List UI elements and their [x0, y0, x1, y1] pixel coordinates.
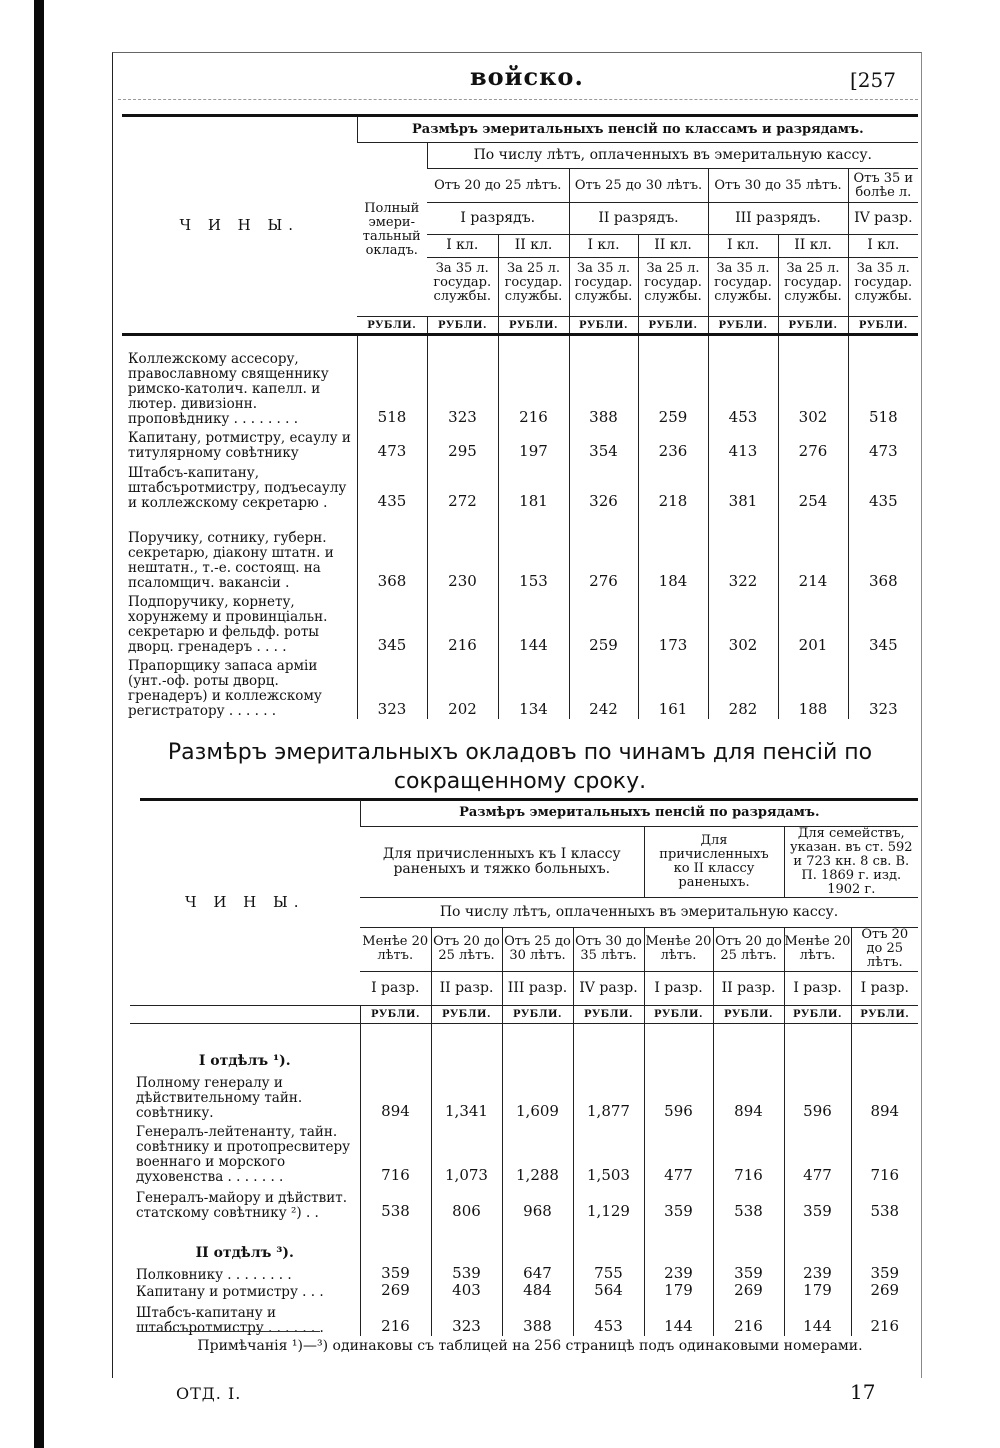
section-row — [130, 1023, 918, 1071]
blank-cell — [713, 1221, 784, 1263]
blank-cell — [851, 1023, 918, 1071]
value-cell: 272 — [427, 461, 498, 511]
grade-header: IV разр. — [848, 203, 918, 235]
service-label: За 25 л. государ. службы. — [784, 261, 842, 304]
value-cell: 197 — [498, 427, 569, 461]
value-cell: 359 — [851, 1263, 918, 1283]
value-cell: 403 — [431, 1283, 502, 1300]
value-cell: 477 — [784, 1121, 851, 1185]
ranks-header: Ч И Н Ы. — [179, 215, 300, 234]
service-label: За 35 л. государ. службы. — [854, 261, 913, 304]
value-cell: 359 — [784, 1185, 851, 1221]
value-cell: 179 — [644, 1283, 713, 1300]
table-row — [122, 511, 918, 591]
value-cell: 216 — [427, 591, 498, 655]
value-cell: 354 — [569, 427, 638, 461]
note-rule — [140, 1331, 320, 1332]
blank-cell — [360, 1023, 431, 1071]
value-cell: 359 — [713, 1263, 784, 1283]
blank-cell — [502, 1221, 573, 1263]
unit-label: РУБЛИ. — [713, 1005, 784, 1023]
group-header: Для причисленныхъ къ I классу раненыхъ и тяжко больныхъ. — [360, 826, 644, 897]
rank-name: Капитану и ротмистру . . . — [136, 1284, 324, 1300]
value-cell: 894 — [713, 1071, 784, 1121]
value-cell: 1,341 — [431, 1071, 502, 1121]
table-row — [122, 655, 918, 719]
value-cell: 173 — [638, 591, 708, 655]
class-label: I кл. — [849, 235, 919, 258]
value-cell: 453 — [573, 1300, 644, 1336]
value-cell: 564 — [573, 1283, 644, 1300]
value-cell: 323 — [427, 335, 498, 427]
value-cell: 381 — [708, 461, 778, 511]
value-cell: 1,288 — [502, 1121, 573, 1185]
unit-label: РУБЛИ. — [708, 317, 778, 335]
period-header: Отъ 25 до 30 лѣтъ. — [502, 927, 573, 971]
unit-label: РУБЛИ. — [569, 317, 638, 335]
value-cell: 806 — [431, 1185, 502, 1221]
period-header: Отъ 20 до 25 лѣтъ. — [851, 927, 918, 971]
period-header: Отъ 30 до 35 лѣтъ. — [573, 927, 644, 971]
value-cell: 388 — [569, 335, 638, 427]
rank-name: Полному генералу и дѣйствительному тайн. совѣтнику. — [136, 1075, 303, 1121]
class-header — [498, 235, 569, 317]
value-cell: 413 — [708, 427, 778, 461]
service-label: За 25 л. государ. службы. — [644, 261, 702, 304]
value-cell: 345 — [848, 591, 918, 655]
value-cell: 184 — [638, 511, 708, 591]
unit-label: РУБЛИ. — [638, 317, 708, 335]
blank-cell — [713, 1023, 784, 1071]
blank-cell — [573, 1023, 644, 1071]
class-label: II кл. — [499, 235, 569, 258]
main-header: Размѣръ эмеритальныхъ пенсій по классамъ и разрядамъ. — [357, 116, 918, 143]
blank-cell — [784, 1221, 851, 1263]
footer-sheet-number: 17 — [850, 1380, 876, 1404]
blank-cell — [502, 1023, 573, 1071]
grade-header: I разр. — [851, 971, 918, 1005]
page-title: войско. — [470, 62, 584, 91]
value-cell: 302 — [708, 591, 778, 655]
class-header — [778, 235, 848, 317]
value-cell: 894 — [360, 1071, 431, 1121]
grade-header: I разр. — [784, 971, 851, 1005]
rank-name: Подпоручику, корнету, хорунжему и провинціальн. секретарю и фельдф. роты дворц. гренадеръ . . . . — [128, 593, 328, 655]
section-row — [130, 1221, 918, 1263]
page-number: [257 — [850, 68, 896, 92]
unit-label: РУБЛИ. — [502, 1005, 573, 1023]
class-header — [708, 235, 778, 317]
value-cell: 473 — [357, 427, 427, 461]
period-header: Отъ 35 и болѣе л. — [848, 169, 918, 203]
value-cell: 368 — [848, 511, 918, 591]
value-cell: 323 — [431, 1300, 502, 1336]
value-cell: 388 — [502, 1300, 573, 1336]
table-row — [122, 427, 918, 461]
table-row — [122, 461, 918, 511]
blank-cell — [644, 1023, 713, 1071]
grade-header: I разр. — [644, 971, 713, 1005]
class-header — [569, 235, 638, 317]
rank-name: Штабсъ-капитану и штабсъротмистру . . . . . . . — [136, 1305, 324, 1336]
value-cell: 153 — [498, 511, 569, 591]
rank-name: Поручику, сотнику, губерн. секретарю, діакону штатн. и нештатн., т.-е. состоящ. на псаломщич. вакансіи . — [128, 529, 334, 591]
ranks-header: Ч И Н Ы. — [184, 892, 305, 911]
footnote: Примѣчанія ¹)—³) одинаковы съ таблицей на 256 страницѣ подъ одинаковыми номерами. — [197, 1338, 863, 1354]
period-header: Менѣе 20 лѣтъ. — [784, 927, 851, 971]
blank-cell — [360, 1221, 431, 1263]
unit-label: РУБЛИ. — [851, 1005, 918, 1023]
class-label: I кл. — [709, 235, 778, 258]
class-header — [427, 235, 498, 317]
value-cell: 473 — [848, 427, 918, 461]
value-cell: 216 — [498, 335, 569, 427]
value-cell: 239 — [784, 1263, 851, 1283]
blank-cell — [130, 1005, 360, 1023]
group-header: Для причисленныхъ ко II классу раненыхъ. — [644, 826, 784, 897]
grade-header: I разр. — [371, 979, 420, 996]
value-cell: 269 — [713, 1283, 784, 1300]
value-cell: 326 — [569, 461, 638, 511]
blank-cell — [851, 1221, 918, 1263]
value-cell: 254 — [778, 461, 848, 511]
period-header: Менѣе 20 лѣтъ. — [360, 927, 431, 971]
value-cell: 236 — [638, 427, 708, 461]
period-header: Отъ 30 до 35 лѣтъ. — [708, 169, 848, 203]
value-cell: 302 — [778, 335, 848, 427]
value-cell: 323 — [357, 655, 427, 719]
footer-section: ОТД. I. — [176, 1384, 242, 1403]
class-header — [848, 235, 918, 317]
value-cell: 214 — [778, 511, 848, 591]
value-cell: 230 — [427, 511, 498, 591]
table-pension-by-class — [122, 114, 918, 719]
period-header: Менѣе 20 лѣтъ. — [644, 927, 713, 971]
value-cell: 202 — [427, 655, 498, 719]
value-cell: 538 — [360, 1185, 431, 1221]
service-label: За 35 л. государ. службы. — [714, 261, 772, 304]
value-cell: 716 — [360, 1121, 431, 1185]
value-cell: 134 — [498, 655, 569, 719]
grade-header: II разр. — [431, 971, 502, 1005]
grade-header: IV разр. — [573, 971, 644, 1005]
value-cell: 1,129 — [573, 1185, 644, 1221]
class-label: II кл. — [639, 235, 708, 258]
rank-name: Полковнику . . . . . . . . — [136, 1267, 292, 1283]
value-cell: 1,877 — [573, 1071, 644, 1121]
value-cell: 216 — [360, 1300, 431, 1336]
value-cell: 216 — [713, 1300, 784, 1336]
grade-header: II разр. — [713, 971, 784, 1005]
rank-name: Генералъ-лейтенанту, тайн. совѣтнику и протопресвитеру военнаго и морского духовенства . . . . . . . — [136, 1124, 351, 1185]
period-header: Отъ 20 до 25 лѣтъ. — [427, 169, 569, 203]
value-cell: 179 — [784, 1283, 851, 1300]
service-label: За 35 л. государ. службы. — [433, 261, 492, 304]
value-cell: 596 — [784, 1071, 851, 1121]
main-header: Размѣръ эмеритальныхъ пенсій по разрядамъ. — [360, 800, 918, 826]
group-header: Для семействъ, указан. въ ст. 592 и 723 кн. 8 св. В. П. 1869 г. изд. 1902 г. — [784, 826, 918, 897]
value-cell: 218 — [638, 461, 708, 511]
value-cell: 144 — [644, 1300, 713, 1336]
class-label: I кл. — [427, 235, 498, 258]
unit-label: РУБЛИ. — [784, 1005, 851, 1023]
blank-cell — [431, 1221, 502, 1263]
years-header: По числу лѣтъ, оплаченныхъ въ эмеритальную кассу. — [360, 897, 918, 927]
blank-cell — [431, 1023, 502, 1071]
unit-label: РУБЛИ. — [367, 319, 417, 331]
value-cell: 596 — [644, 1071, 713, 1121]
table-pension-short-term — [130, 800, 918, 1336]
rank-name: Прапорщику запаса арміи (унт.-оф. роты дворц. гренадеръ) и коллежскому регистратору . . . . . . — [128, 657, 322, 719]
value-cell: 477 — [644, 1121, 713, 1185]
table-row — [122, 591, 918, 655]
value-cell: 345 — [357, 591, 427, 655]
blank-cell — [573, 1221, 644, 1263]
section-title: Размѣръ эмеритальныхъ окладовъ по чинамъ для пенсій по сокращенному сроку. — [167, 740, 873, 794]
value-cell: 435 — [357, 461, 427, 511]
value-cell: 282 — [708, 655, 778, 719]
value-cell: 755 — [573, 1263, 644, 1283]
value-cell: 322 — [708, 511, 778, 591]
service-label: За 25 л. государ. службы. — [504, 261, 563, 304]
grade-header: II разрядъ. — [569, 203, 708, 235]
blank-cell — [784, 1023, 851, 1071]
full-salary-header: Полный эмери- тальный окладъ. — [362, 200, 421, 258]
section-label: II отдѣлъ ³). — [195, 1245, 294, 1261]
value-cell: 359 — [360, 1263, 431, 1283]
years-header: По числу лѣтъ, оплаченныхъ въ эмеритальную кассу. — [427, 143, 918, 169]
value-cell: 269 — [360, 1283, 431, 1300]
period-header: Отъ 20 до 25 лѣтъ. — [713, 927, 784, 971]
value-cell: 1,503 — [573, 1121, 644, 1185]
class-label: II кл. — [779, 235, 848, 258]
value-cell: 276 — [778, 427, 848, 461]
period-header: Отъ 25 до 30 лѣтъ. — [569, 169, 708, 203]
value-cell: 716 — [851, 1121, 918, 1185]
value-cell: 518 — [848, 335, 918, 427]
value-cell: 188 — [778, 655, 848, 719]
unit-label: РУБЛИ. — [848, 317, 918, 335]
rank-name: Штабсъ-капитану, штабсъротмистру, подъесаулу и коллежскому секретарю . — [128, 464, 347, 511]
value-cell: 647 — [502, 1263, 573, 1283]
value-cell: 201 — [778, 591, 848, 655]
value-cell: 144 — [784, 1300, 851, 1336]
grade-header: I разрядъ. — [427, 203, 569, 235]
grade-header: III разр. — [502, 971, 573, 1005]
value-cell: 453 — [708, 335, 778, 427]
class-label: I кл. — [570, 235, 638, 258]
value-cell: 1,073 — [431, 1121, 502, 1185]
value-cell: 894 — [851, 1071, 918, 1121]
value-cell: 161 — [638, 655, 708, 719]
value-cell: 538 — [851, 1185, 918, 1221]
unit-label: РУБЛИ. — [431, 1005, 502, 1023]
period-header: Отъ 20 до 25 лѣтъ. — [431, 927, 502, 971]
value-cell: 323 — [848, 655, 918, 719]
value-cell: 1,609 — [502, 1071, 573, 1121]
value-cell: 359 — [644, 1185, 713, 1221]
table-row — [122, 335, 918, 427]
rank-name: Коллежскому ассесору, православному священнику римско-католич. капелл. и лютер. дивизіонн. проповѣднику . . . . . . . . — [128, 350, 329, 427]
service-label: За 35 л. государ. службы. — [574, 261, 633, 304]
value-cell: 538 — [713, 1185, 784, 1221]
blank-cell — [644, 1221, 713, 1263]
table-row — [130, 1263, 918, 1283]
value-cell: 968 — [502, 1185, 573, 1221]
value-cell: 716 — [713, 1121, 784, 1185]
unit-label: РУБЛИ. — [360, 1005, 431, 1023]
value-cell: 435 — [848, 461, 918, 511]
header-dotted-line — [118, 99, 918, 100]
class-header — [638, 235, 708, 317]
table-row — [130, 1121, 918, 1185]
rank-name: Капитану, ротмистру, есаулу и титулярному совѣтнику — [128, 429, 351, 461]
unit-label: РУБЛИ. — [498, 317, 569, 335]
unit-label: РУБЛИ. — [778, 317, 848, 335]
table-row — [130, 1071, 918, 1121]
value-cell: 269 — [851, 1283, 918, 1300]
unit-label: РУБЛИ. — [644, 1005, 713, 1023]
value-cell: 239 — [644, 1263, 713, 1283]
value-cell: 259 — [638, 335, 708, 427]
grade-header: III разрядъ. — [708, 203, 848, 235]
value-cell: 144 — [498, 591, 569, 655]
unit-label: РУБЛИ. — [427, 317, 498, 335]
value-cell: 181 — [498, 461, 569, 511]
value-cell: 259 — [569, 591, 638, 655]
book-spine — [34, 0, 44, 1448]
section-label: I отдѣлъ ¹). — [198, 1053, 291, 1069]
table-row — [130, 1185, 918, 1221]
value-cell: 518 — [357, 335, 427, 427]
value-cell: 242 — [569, 655, 638, 719]
value-cell: 484 — [502, 1283, 573, 1300]
value-cell: 216 — [851, 1300, 918, 1336]
unit-label: РУБЛИ. — [573, 1005, 644, 1023]
value-cell: 295 — [427, 427, 498, 461]
value-cell: 539 — [431, 1263, 502, 1283]
value-cell: 368 — [357, 511, 427, 591]
value-cell: 276 — [569, 511, 638, 591]
table-row — [130, 1283, 918, 1300]
rank-name: Генералъ-майору и дѣйствит. статскому совѣтнику ²) . . — [136, 1190, 348, 1221]
